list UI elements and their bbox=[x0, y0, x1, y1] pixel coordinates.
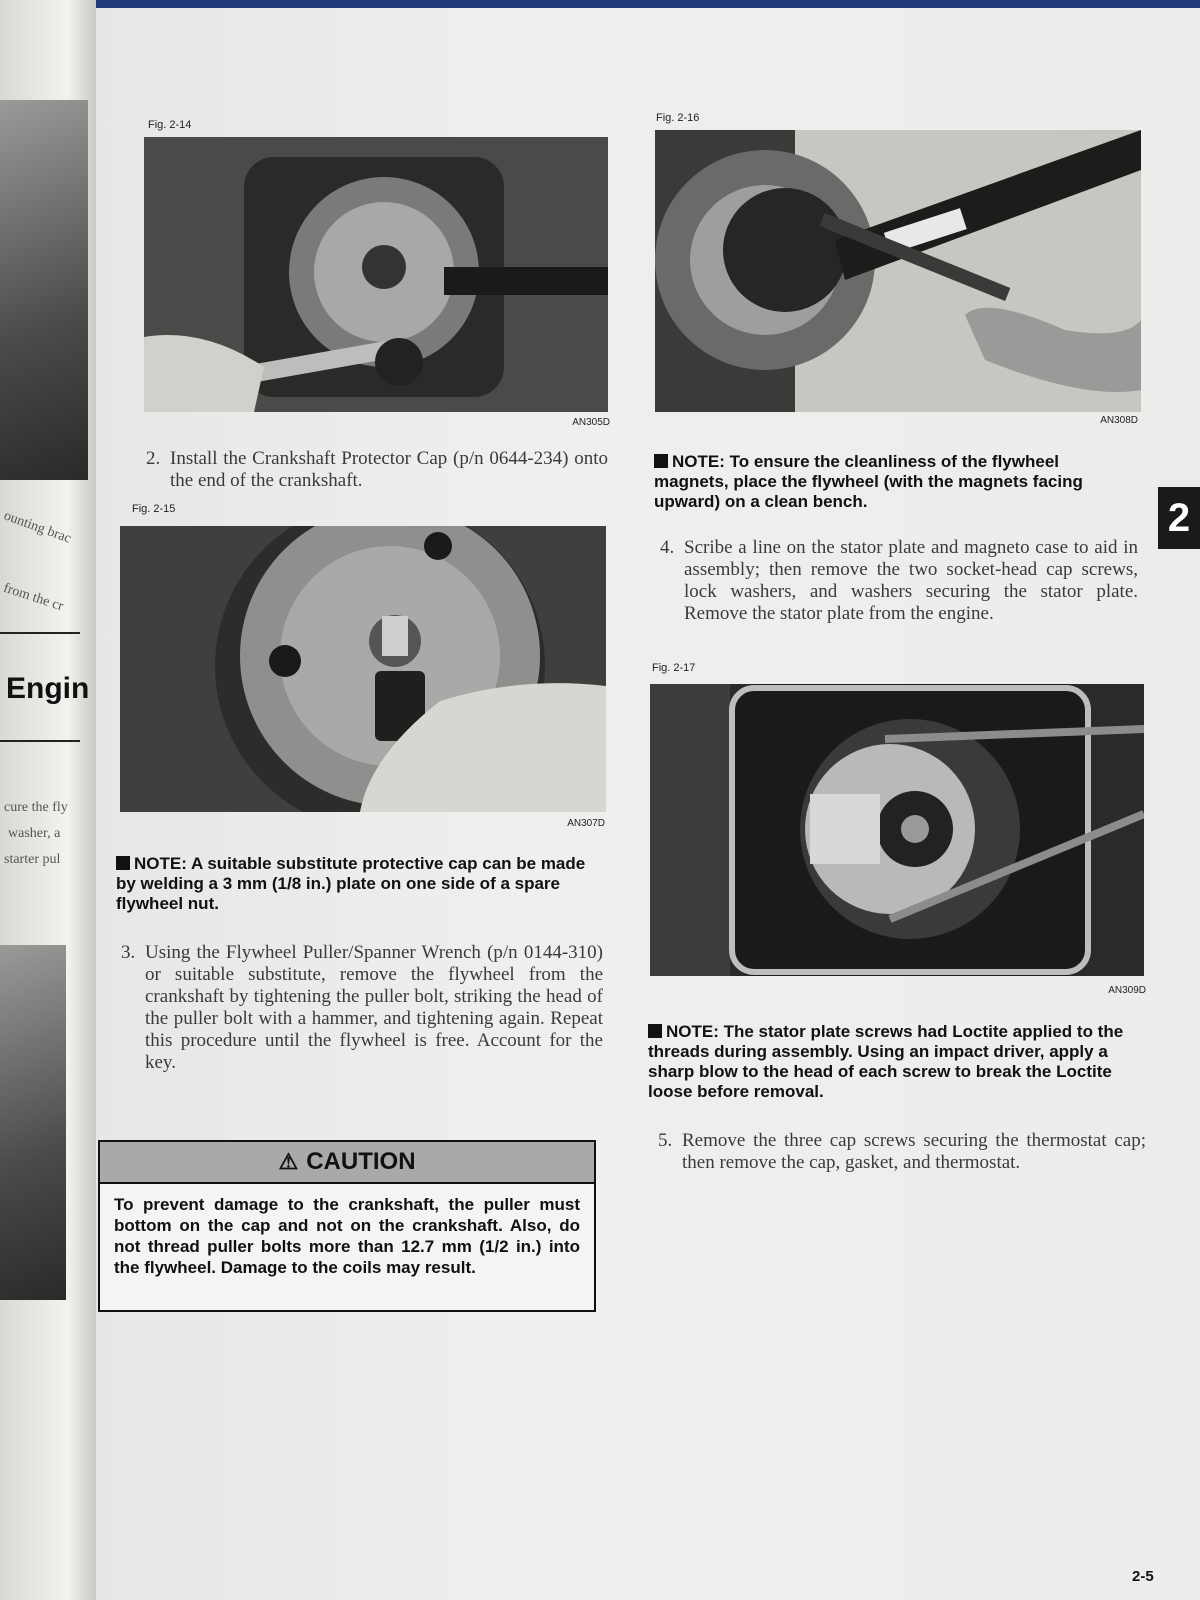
adjacent-page-rule bbox=[0, 740, 80, 742]
step-text: Install the Crankshaft Protector Cap (p/n 0644-234) onto the end of the crankshaft. bbox=[170, 448, 608, 491]
page-number: 2-5 bbox=[1132, 1568, 1154, 1585]
figure-label: Fig. 2-14 bbox=[148, 119, 192, 131]
note-marker bbox=[654, 454, 668, 468]
adjacent-page-photo-bottom bbox=[0, 945, 66, 1300]
adjacent-page bbox=[0, 0, 96, 1600]
note-loctite bbox=[648, 1022, 1146, 1102]
note-text: NOTE: To ensure the cleanliness of the flywheel magnets, place the flywheel (with the magnets facing upward) on a clean bench. bbox=[654, 452, 1083, 511]
figure-label: Fig. 2-15 bbox=[132, 503, 176, 515]
step-text: Using the Flywheel Puller/Spanner Wrench (p/n 0144-310) or suitable substitute, remove the flywheel from the crankshaft by tightening the puller bolt, striking the head of the puller bolt with a hammer, and tightening again. Repeat this procedure until the flywheel is free. Account for the key. bbox=[145, 942, 603, 1073]
figure-code: AN309D bbox=[1108, 985, 1146, 996]
adjacent-page-photo-top bbox=[0, 100, 88, 480]
procedure-step-2 bbox=[146, 448, 608, 492]
adjacent-page-text: ounting brac bbox=[1, 508, 73, 547]
adjacent-page-text: starter pul bbox=[4, 852, 61, 867]
adjacent-page-heading: Engin bbox=[6, 672, 90, 705]
note-marker bbox=[116, 856, 130, 870]
warning-triangle-icon: ⚠ bbox=[278, 1149, 299, 1174]
note-flywheel-cleanliness bbox=[654, 452, 1138, 512]
procedure-step-4 bbox=[660, 537, 1138, 625]
caution-title: CAUTION bbox=[306, 1148, 416, 1175]
figure-code: AN307D bbox=[567, 818, 605, 829]
caution-body: To prevent damage to the crankshaft, the puller must bottom on the cap and not on the crankshaft. Also, do not thread puller bolts more than 12.7 mm (1/2 in.) into the flywheel. Damage to the coils may result. bbox=[114, 1195, 580, 1277]
step-text: Remove the three cap screws securing the thermostat cap; then remove the cap, gasket, and thermostat. bbox=[682, 1130, 1146, 1173]
note-text: NOTE: The stator plate screws had Loctite applied to the threads during assembly. Using an impact driver, apply a sharp blow to the head of each screw to break the Loctite loose before removal. bbox=[648, 1022, 1124, 1101]
procedure-step-5 bbox=[658, 1130, 1146, 1174]
figure-photo-flywheel-puller bbox=[655, 130, 1141, 412]
figure-label: Fig. 2-16 bbox=[656, 112, 700, 124]
adjacent-page-text: washer, a bbox=[8, 826, 61, 841]
caution-box bbox=[98, 1140, 596, 1312]
note-substitute-cap bbox=[116, 854, 604, 914]
procedure-step-3 bbox=[121, 942, 603, 1074]
figure-label: Fig. 2-17 bbox=[652, 662, 696, 674]
adjacent-page-rule bbox=[0, 632, 80, 634]
step-number: 2. bbox=[146, 448, 161, 469]
adjacent-page-text: cure the fly bbox=[4, 800, 68, 815]
page-top-edge bbox=[96, 0, 1200, 8]
note-marker bbox=[648, 1024, 662, 1038]
figure-photo-stator-plate bbox=[650, 684, 1144, 976]
figure-code: AN305D bbox=[572, 417, 610, 428]
figure-photo-flywheel-nut bbox=[120, 526, 606, 812]
section-tab: 2 bbox=[1158, 487, 1200, 549]
note-text: NOTE: A suitable substitute protective cap can be made by welding a 3 mm (1/8 in.) plate on one side of a spare flywheel nut. bbox=[116, 854, 586, 913]
step-number: 3. bbox=[121, 942, 136, 963]
figure-code: AN308D bbox=[1100, 415, 1138, 426]
caution-header bbox=[100, 1142, 594, 1184]
figure-photo-crankshaft-cap bbox=[144, 137, 608, 412]
step-text: Scribe a line on the stator plate and magneto case to aid in assembly; then remove the two socket-head cap screws, lock washers, and washers securing the stator plate. Remove the stator plate from the engine. bbox=[684, 537, 1138, 624]
step-number: 4. bbox=[660, 537, 675, 558]
adjacent-page-text: from the cr bbox=[1, 580, 66, 615]
step-number: 5. bbox=[658, 1130, 673, 1151]
